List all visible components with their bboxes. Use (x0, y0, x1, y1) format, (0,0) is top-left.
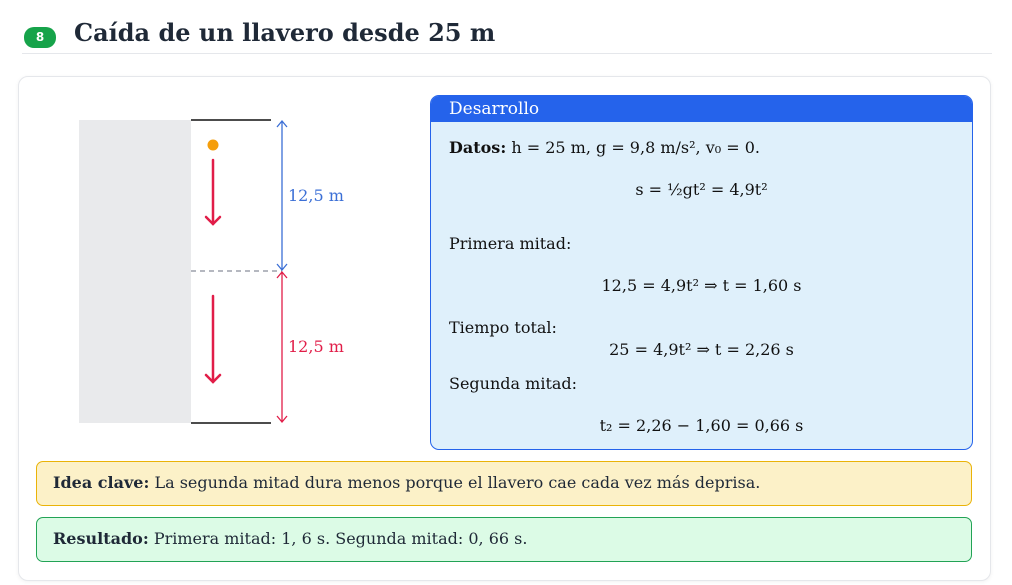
segunda-mitad-label: Segunda mitad: (449, 374, 578, 393)
lower-distance-label: 12,5 m (288, 337, 344, 356)
primera-mitad-label: Primera mitad: (449, 234, 572, 253)
development-box (430, 95, 973, 450)
tiempo-total-label: Tiempo total: (449, 318, 557, 337)
page-title: Caída de un llavero desde 25 m (74, 18, 496, 47)
fall-arrow-upper (206, 160, 220, 224)
keychain-ball (208, 140, 219, 151)
upper-distance-label: 12,5 m (288, 186, 344, 205)
key-idea-box (36, 461, 972, 506)
section-header (22, 14, 992, 54)
result-box (36, 517, 972, 562)
lower-dimension-arrow (277, 272, 287, 422)
primera-mitad-equation: 12,5 = 4,9t² ⇒ t = 1,60 s (601, 276, 802, 295)
key-idea-label: Idea clave: (53, 473, 150, 492)
data-line (449, 138, 760, 157)
result-label: Resultado: (53, 529, 149, 548)
key-idea-text: La segunda mitad dura menos porque el llavero cae cada vez más deprisa. (154, 473, 761, 492)
development-header: Desarrollo (431, 96, 972, 122)
section-number-badge: 8 (24, 27, 56, 48)
result-text: Primera mitad: 1, 6 s. Segunda mitad: 0, 66 s. (153, 529, 528, 548)
fall-arrow-lower (206, 296, 220, 382)
wall-rect (79, 120, 191, 423)
segunda-mitad-equation: t₂ = 2,26 − 1,60 = 0,66 s (599, 416, 804, 435)
tiempo-total-equation: 25 = 4,9t² ⇒ t = 2,26 s (609, 340, 794, 359)
upper-dimension-arrow (277, 121, 287, 270)
falling-keychain-diagram (60, 110, 400, 440)
datos-text: h = 25 m, g = 9,8 m/s², v₀ = 0. (511, 138, 760, 157)
free-fall-equation: s = ½gt² = 4,9t² (635, 180, 768, 199)
datos-label: Datos: (449, 138, 507, 157)
